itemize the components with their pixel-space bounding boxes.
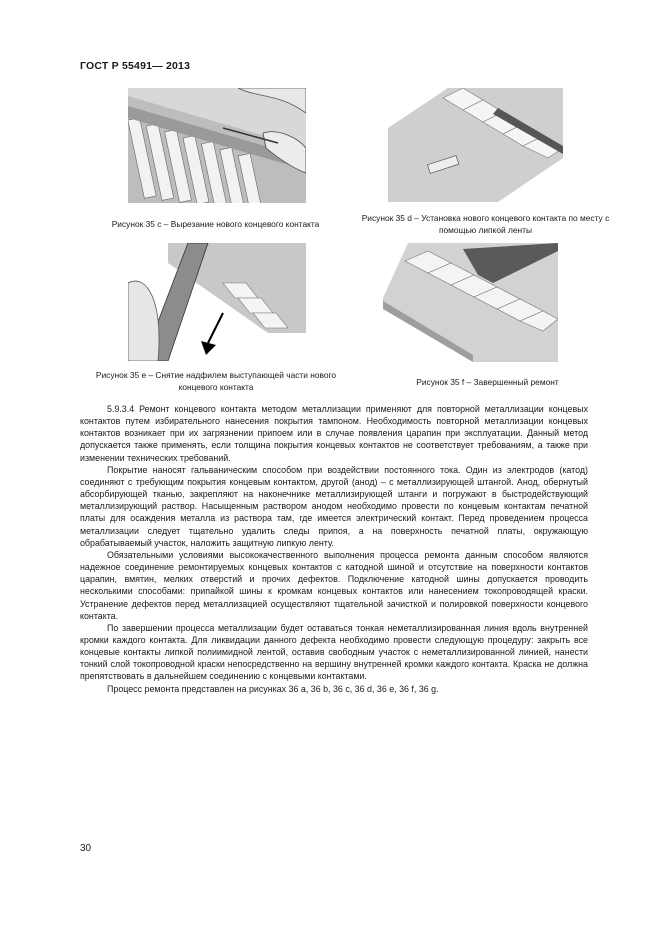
paragraph: По завершении процесса металлизации будет оставаться тонкая неметаллизированная линия вдоль внутренней кромки каждого контакта. Для ликвидации данного дефекта необходимо провести следующую процедуру: закрыть все концевые контакты липкой полиимидной лентой, оставив свободным участок с неметаллизированной линией, нанести тонкий слой токопроводной краски непосредственно на вершину внутренней кромки каждого контакта. Краска не должна препятствовать в дальнейшем соединению с концевыми контактами. bbox=[80, 622, 588, 682]
figure-35c-caption: Рисунок 35 с – Вырезание нового концевого контакта bbox=[111, 219, 320, 229]
document-header: ГОСТ Р 55491— 2013 bbox=[80, 60, 191, 72]
figure-35f-image bbox=[383, 243, 558, 362]
figure-35d-caption: Рисунок 35 d – Установка нового концевого контакта по месту с помощью липкой ленты bbox=[361, 213, 610, 235]
figure-35e-image bbox=[128, 243, 306, 361]
figure-35d-image bbox=[388, 88, 563, 202]
body-text bbox=[80, 403, 588, 695]
paragraph: 5.9.3.4 Ремонт концевого контакта методом металлизации применяют для повторной металлизации концевых контактов путем избирательного нанесения покрытия тампоном. Необходимость повторной металлизации концевых контактов возникает при их загрязнении припоем или в случае появления царапин при эксплуатации. Данный метод допускается также применять, если толщина покрытия концевых контактов не соответствует требованиям, а также при изменении технических требований. bbox=[80, 404, 588, 463]
figure-35e-caption: Рисунок 35 е – Снятие надфилем выступающей части нового концевого контакта bbox=[95, 370, 337, 392]
paragraph: Покрытие наносят гальваническим способом при воздействии постоянного тока. Один из электродов (катод) соединяют с требующим покрытия концевым контактом, другой (анод) – с металлизирующей штангой. Анод, обернутый абсорбирующей тканью, закрепляют на наконечнике металлизирующей штанги и погружают в быстродействующий металлизирующий раствор. Насыщенным раствором анодом необходимо провести по концевым контактам печатной платы для осаждения металла из раствора там, где имеется электрический контакт. Перед проведением процесса металлизации следует тщательно удалить следы припоя, а на поверхность печатной платы, окружающую обрабатываемый участок, наложить защитную липкую ленту. bbox=[80, 464, 588, 548]
figure-35f-caption: Рисунок 35 f – Завершенный ремонт bbox=[416, 377, 559, 387]
paragraph: Процесс ремонта представлен на рисунках 36 а, 36 b, 36 с, 36 d, 36 е, 36 f, 36 g. bbox=[107, 683, 439, 694]
figure-35c-image bbox=[128, 88, 306, 203]
paragraph: Обязательными условиями высококачественного выполнения процесса ремонта данным способом являются надежное соединение ремонтируемых концевых контактов с катодной шиной и отсутствие на поверхности контактов царапин, вмятин, мелких отверстий и прочих дефектов. Подключение катодной шины допускается проводить несколькими способами: припайкой шины к кромкам концевых контактов или нанесением токопроводящей краски. Устранение дефектов перед металлизацией осуществляют тщательной зачисткой и полировкой поверхности концевого контакта. bbox=[80, 549, 588, 621]
page-number: 30 bbox=[80, 843, 92, 854]
